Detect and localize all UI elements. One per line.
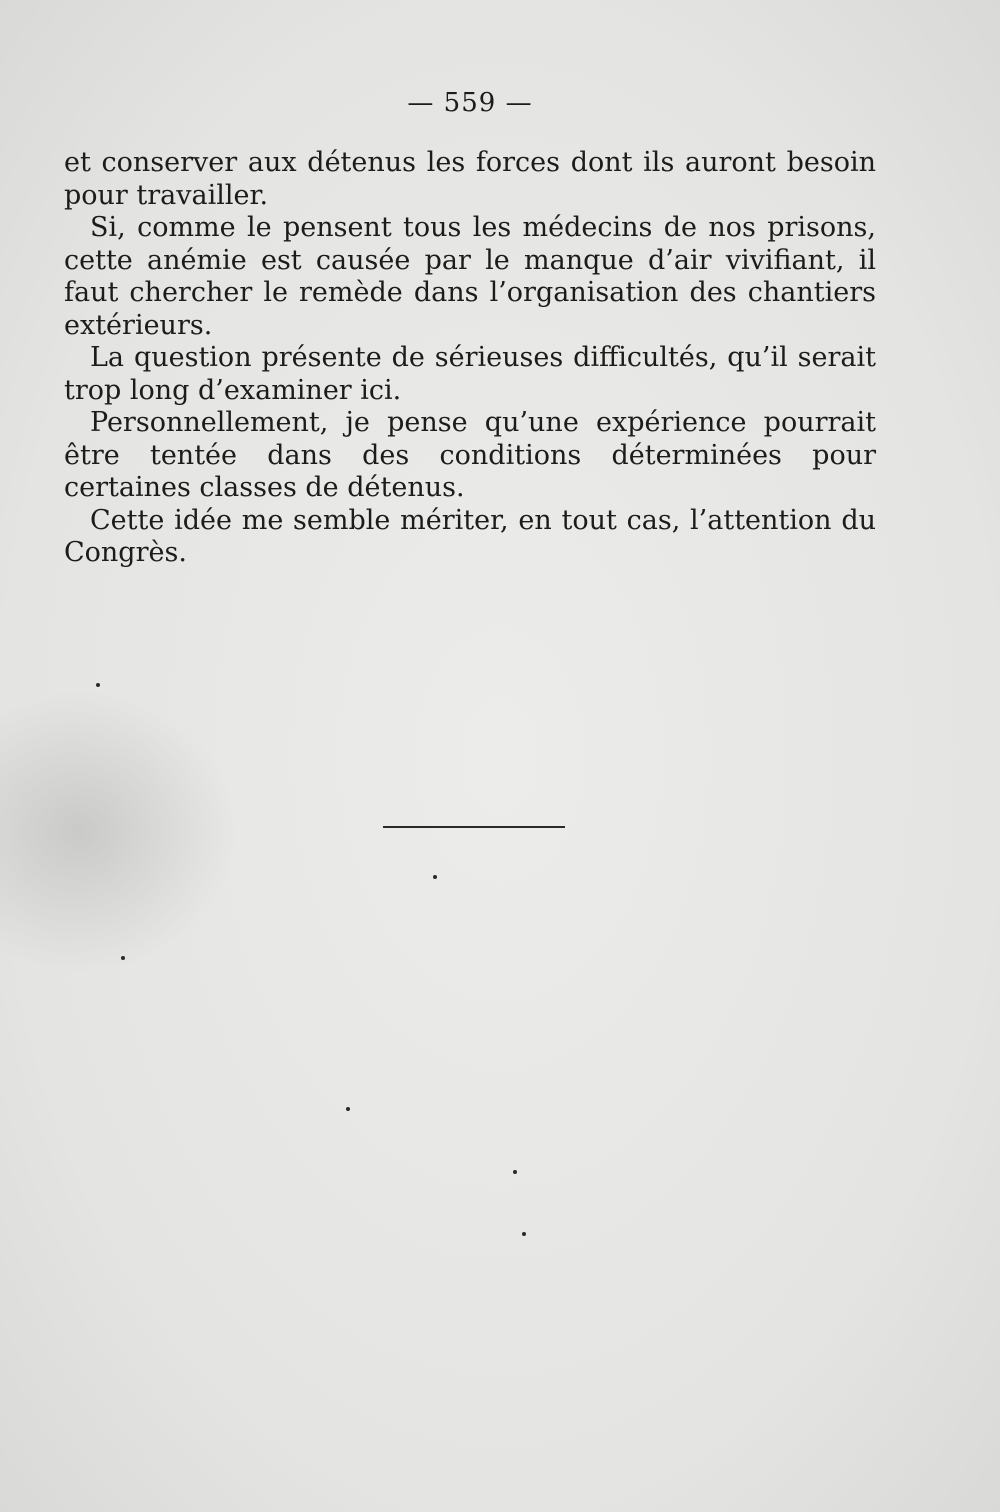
paragraph-3: La question présente de sérieuses difficultés, qu’il serait trop long d’examiner ici.	[64, 342, 876, 406]
paragraph-1: et conserver aux détenus les forces dont ils auront besoin pour travailler.	[64, 147, 876, 211]
ink-speck	[96, 683, 100, 687]
paragraph-2: Si, comme le pensent tous les médecins de nos prisons, cette anémie est causée par le manque d’air vivifiant, il faut chercher le remède dans l’organisation des chantiers extérieurs.	[64, 212, 876, 341]
section-divider	[383, 826, 565, 828]
ink-speck	[346, 1107, 350, 1111]
ink-speck	[522, 1232, 526, 1236]
paragraph-5: Cette idée me semble mériter, en tout cas, l’attention du Congrès.	[64, 504, 876, 568]
ink-speck	[433, 875, 437, 879]
body-text	[64, 147, 876, 570]
ink-speck	[513, 1170, 517, 1174]
paragraph-4: Personnellement, je pense qu’une expérience pourrait être tentée dans des conditions déterminées pour certaines classes de détenus.	[64, 407, 876, 503]
page-number: — 559 —	[407, 88, 533, 118]
ink-speck	[121, 956, 125, 960]
